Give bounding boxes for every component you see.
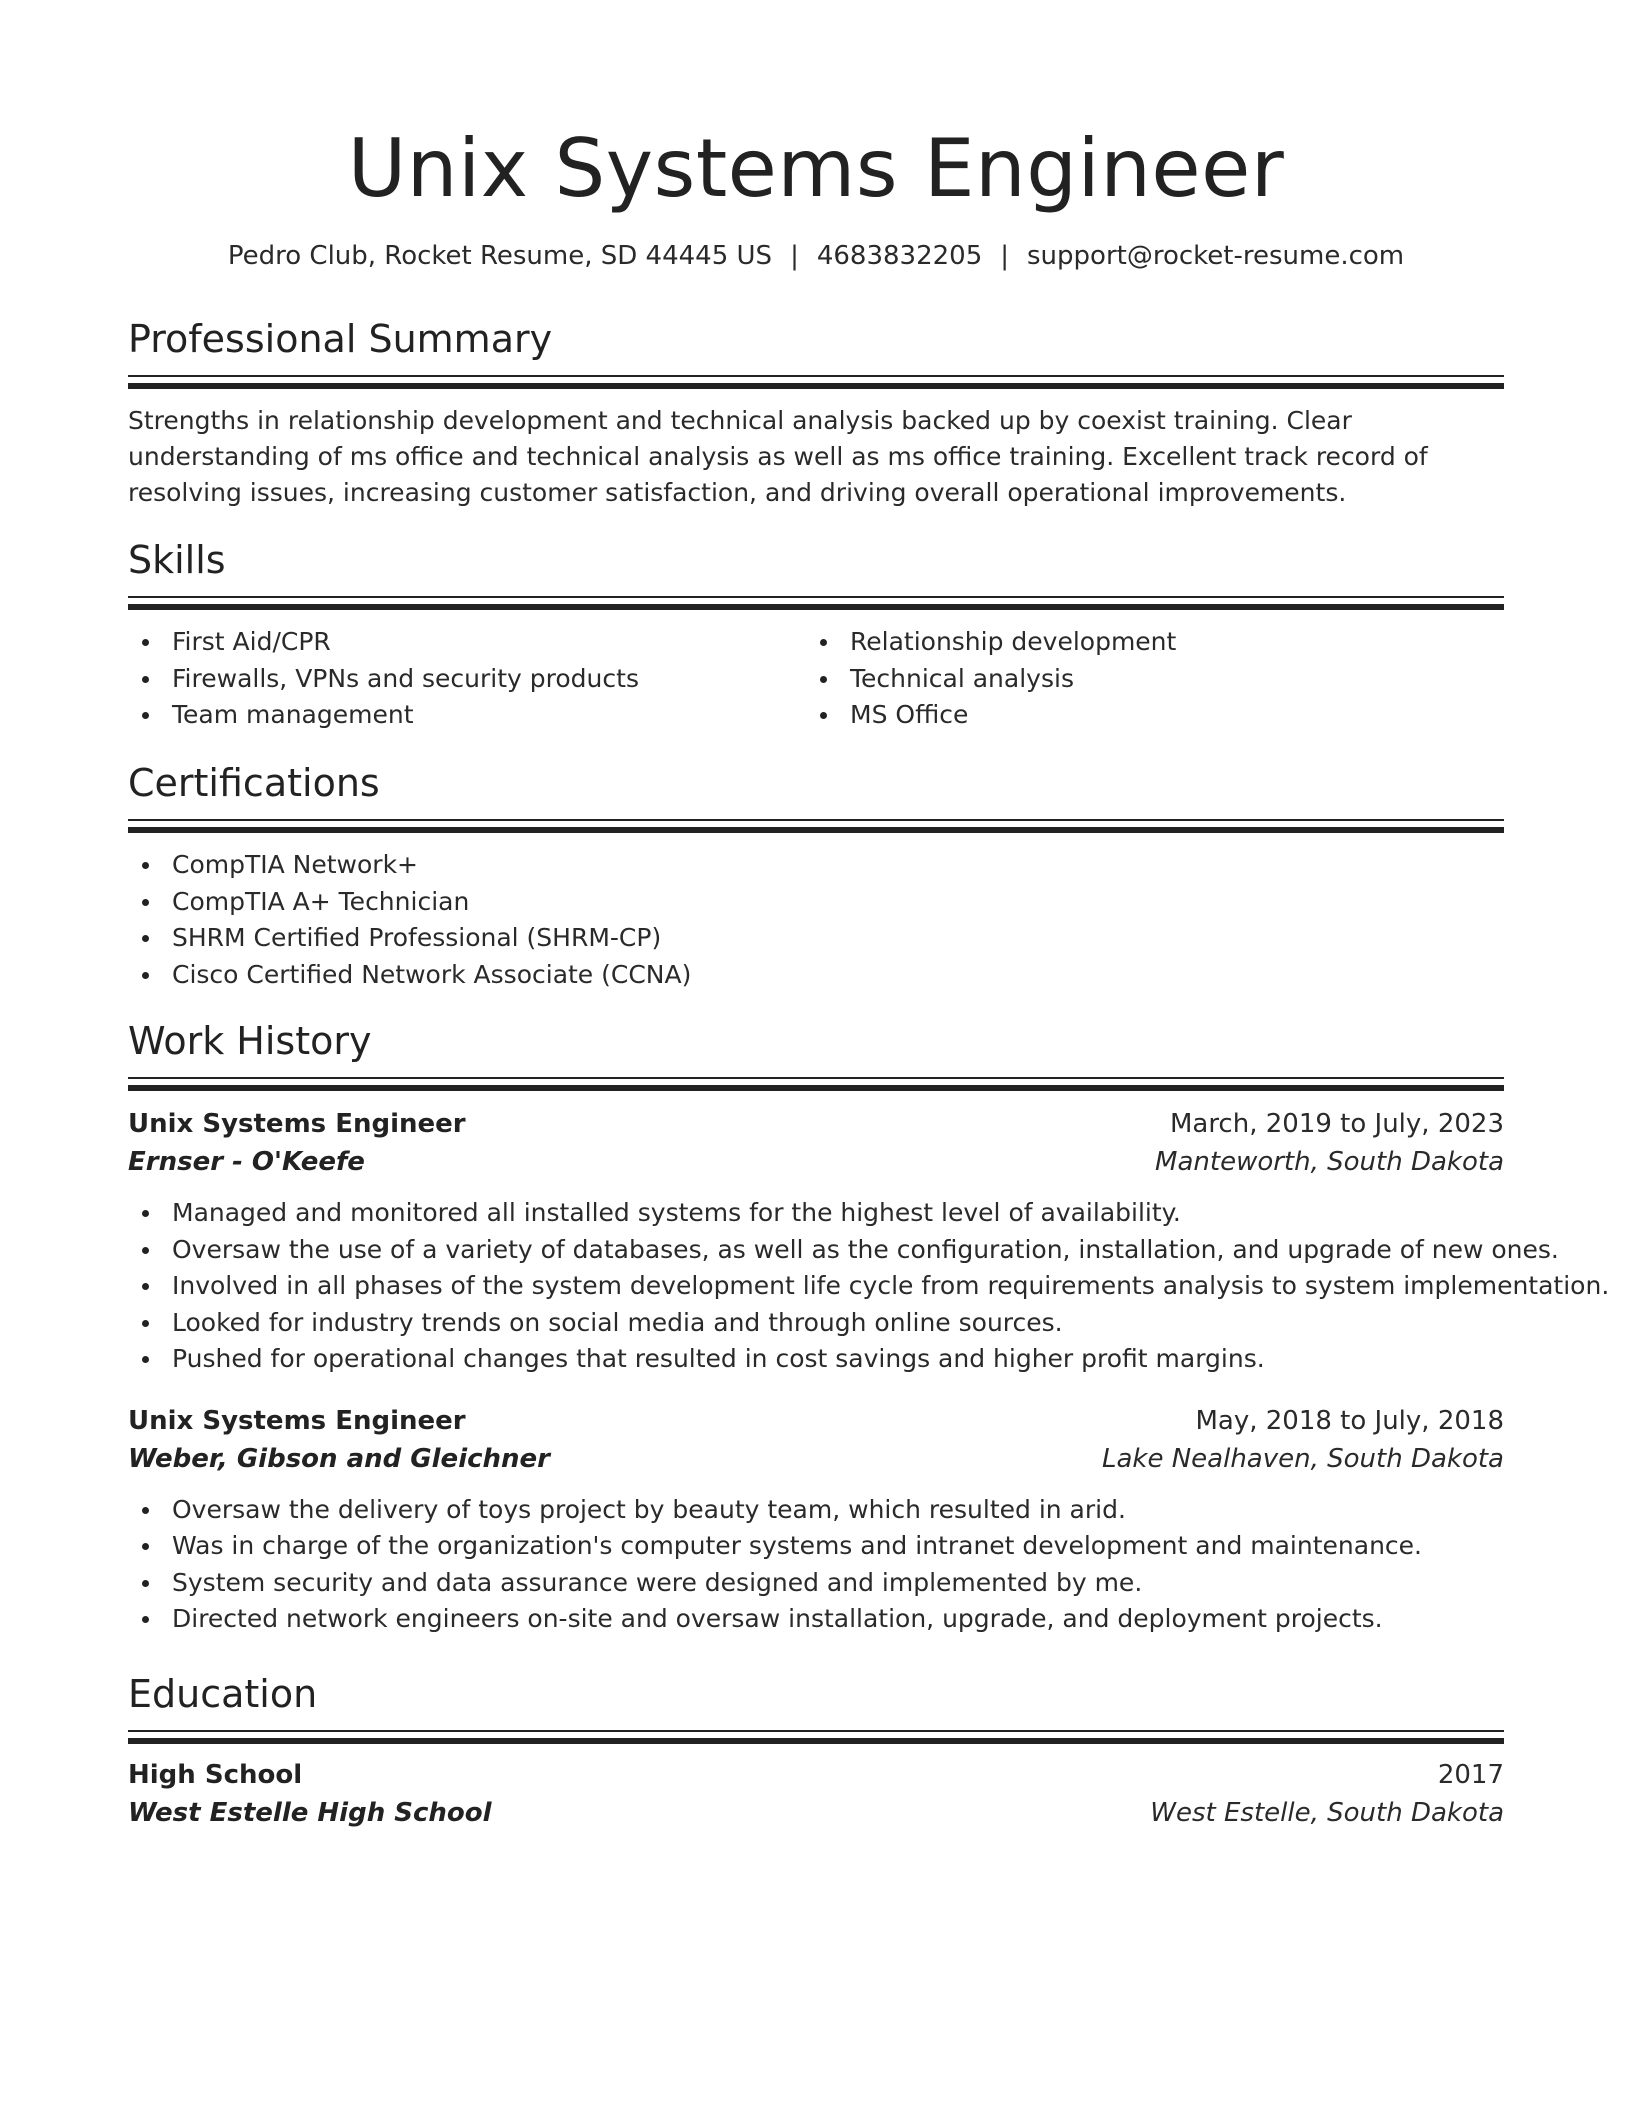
contact-line bbox=[128, 236, 1504, 276]
job-company: Weber, Gibson and Gleichner bbox=[128, 1443, 550, 1474]
summary-section bbox=[128, 313, 1504, 511]
work-history-section bbox=[128, 1015, 1610, 1638]
resume-title: Unix Systems Engineer bbox=[347, 122, 1285, 215]
education-location: West Estelle, South Dakota bbox=[1150, 1798, 1504, 1828]
contact-address: Pedro Club, Rocket Resume, SD 44445 US bbox=[227, 241, 773, 271]
job-bullet: System security and data assurance were designed and implemented by me. bbox=[128, 1565, 1504, 1602]
job-entry bbox=[128, 1105, 1610, 1378]
job-title: Unix Systems Engineer bbox=[128, 1109, 466, 1139]
section-divider bbox=[128, 596, 1504, 612]
certification-item: Cisco Certified Network Associate (CCNA) bbox=[128, 957, 1504, 994]
job-bullet: Oversaw the use of a variety of databases, as well as the configuration, installation, and upgrade of new ones. bbox=[128, 1232, 1504, 1269]
work-history-heading: Work History bbox=[128, 1019, 372, 1063]
job-bullets bbox=[128, 1492, 1504, 1638]
skills-list-right bbox=[806, 624, 1484, 734]
skill-item: Firewalls, VPNs and security products bbox=[128, 661, 806, 698]
job-bullet: Looked for industry trends on social media and through online sources. bbox=[128, 1305, 1504, 1342]
education-heading: Education bbox=[128, 1672, 318, 1716]
contact-email: support@rocket-resume.com bbox=[1027, 241, 1405, 271]
certification-item: CompTIA Network+ bbox=[128, 847, 1504, 884]
skill-item: Relationship development bbox=[806, 624, 1484, 661]
job-header-row bbox=[128, 1402, 1504, 1440]
education-school-row bbox=[128, 1794, 1504, 1832]
job-dates: May, 2018 to July, 2018 bbox=[1195, 1405, 1504, 1436]
job-entry bbox=[128, 1402, 1504, 1638]
contact-separator: | bbox=[1000, 241, 1010, 271]
certifications-list bbox=[128, 847, 1504, 993]
job-bullet: Directed network engineers on-site and oversaw installation, upgrade, and deployment projects. bbox=[128, 1601, 1504, 1638]
section-divider bbox=[128, 1730, 1504, 1746]
certifications-heading: Certifications bbox=[128, 761, 380, 805]
section-divider bbox=[128, 1077, 1504, 1093]
certification-item: CompTIA A+ Technician bbox=[128, 884, 1504, 921]
education-degree: High School bbox=[128, 1760, 303, 1790]
job-bullet: Pushed for operational changes that resulted in cost savings and higher profit margins. bbox=[128, 1341, 1504, 1378]
certification-item: SHRM Certified Professional (SHRM-CP) bbox=[128, 920, 1504, 957]
contact-separator: | bbox=[790, 241, 799, 271]
job-bullets bbox=[128, 1195, 1610, 1378]
job-company: Ernser - O'Keefe bbox=[128, 1147, 365, 1177]
education-section bbox=[128, 1668, 1504, 1832]
contact-phone: 4683832205 bbox=[816, 241, 983, 271]
job-bullet: Oversaw the delivery of toys project by beauty team, which resulted in arid. bbox=[128, 1492, 1504, 1529]
certifications-section bbox=[128, 757, 1504, 993]
skill-item: Technical analysis bbox=[806, 661, 1484, 698]
skill-item: Team management bbox=[128, 697, 806, 734]
job-location: Manteworth, South Dakota bbox=[1155, 1147, 1504, 1177]
skill-item: First Aid/CPR bbox=[128, 624, 806, 661]
education-year: 2017 bbox=[1437, 1760, 1504, 1790]
education-entry bbox=[128, 1756, 1504, 1832]
job-title: Unix Systems Engineer bbox=[128, 1405, 466, 1436]
job-header-row bbox=[128, 1105, 1504, 1143]
job-bullet: Was in charge of the organization's computer systems and intranet development and maintenance. bbox=[128, 1528, 1504, 1565]
skills-columns bbox=[128, 624, 1504, 734]
summary-text: Strengths in relationship development and technical analysis backed up by coexist training. Clear understanding of ms office and technical analysis as well as ms office training. Excellent track record of resolving issues, increasing customer satisfaction, and driving overall operational improvements. bbox=[128, 406, 1428, 507]
job-location: Lake Nealhaven, South Dakota bbox=[1101, 1443, 1504, 1474]
job-company-row bbox=[128, 1440, 1504, 1478]
job-bullet: Involved in all phases of the system development life cycle from requirements analysis to system implementation. bbox=[128, 1268, 1504, 1305]
skills-list-left bbox=[128, 624, 806, 734]
skills-heading: Skills bbox=[128, 538, 226, 582]
section-divider bbox=[128, 819, 1504, 835]
education-school: West Estelle High School bbox=[128, 1798, 492, 1828]
education-header-row bbox=[128, 1756, 1504, 1794]
job-bullet: Managed and monitored all installed systems for the highest level of availability. bbox=[128, 1195, 1504, 1232]
skills-section bbox=[128, 534, 1504, 734]
skill-item: MS Office bbox=[806, 697, 1484, 734]
section-divider bbox=[128, 375, 1504, 391]
job-company-row bbox=[128, 1143, 1504, 1181]
job-dates: March, 2019 to July, 2023 bbox=[1169, 1109, 1504, 1139]
summary-heading: Professional Summary bbox=[128, 317, 553, 361]
